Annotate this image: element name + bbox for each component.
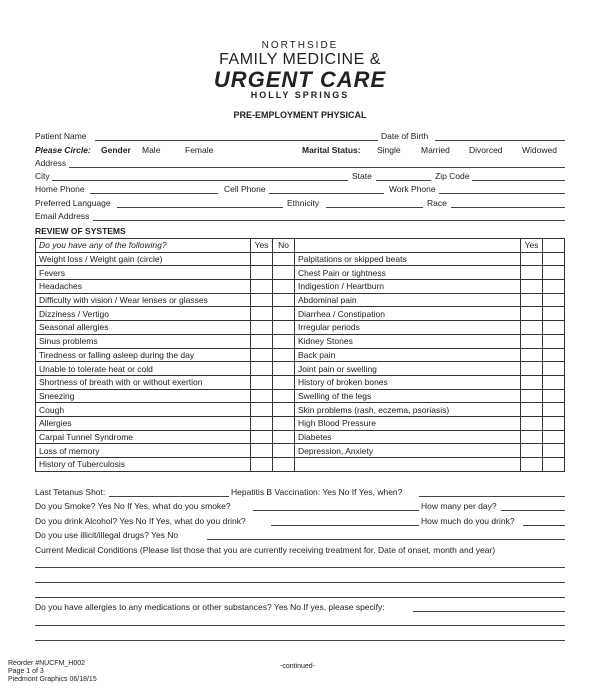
ros-left-label: Tiredness or falling asleep during the day bbox=[36, 348, 251, 362]
ros-right-label: Indigestion / Heartburn bbox=[295, 280, 521, 294]
ros-left-yes-box[interactable] bbox=[251, 375, 273, 389]
ros-right-no-box[interactable] bbox=[543, 334, 565, 348]
ros-right-label: Swelling of the legs bbox=[295, 389, 521, 403]
ros-left-no-box[interactable] bbox=[273, 293, 295, 307]
ros-right-header bbox=[295, 239, 521, 253]
ros-right-label: High Blood Pressure bbox=[295, 416, 521, 430]
work-phone-label: Work Phone bbox=[389, 184, 436, 194]
ros-left-label: Sinus problems bbox=[36, 334, 251, 348]
ros-right-no-box[interactable] bbox=[543, 266, 565, 280]
ros-right-yes-box[interactable] bbox=[521, 293, 543, 307]
ros-right-no-box[interactable] bbox=[543, 375, 565, 389]
language-field[interactable] bbox=[117, 198, 283, 208]
ros-left-yes-box[interactable] bbox=[251, 362, 273, 376]
per-week-field[interactable] bbox=[523, 516, 565, 526]
ros-right-no-box[interactable] bbox=[543, 307, 565, 321]
ros-left-no-box[interactable] bbox=[273, 280, 295, 294]
ros-right-yes-box[interactable] bbox=[521, 252, 543, 266]
table-row bbox=[36, 375, 565, 389]
per-day-label: How many per day? bbox=[421, 501, 497, 511]
logo-urgent-care: URGENT CARE bbox=[213, 67, 387, 92]
patient-name-field[interactable] bbox=[95, 131, 378, 141]
zip-label: Zip Code bbox=[435, 171, 470, 181]
ros-right-no-box[interactable] bbox=[543, 321, 565, 335]
ros-right-yes-box[interactable] bbox=[521, 416, 543, 430]
ros-left-label: Difficulty with vision / Wear lenses or glasses bbox=[36, 293, 251, 307]
ros-left-no-box[interactable] bbox=[273, 362, 295, 376]
email-label: Email Address bbox=[35, 211, 90, 221]
tetanus-label: Last Tetanus Shot: bbox=[35, 487, 106, 497]
table-row bbox=[36, 389, 565, 403]
footer-continued: -continued- bbox=[280, 663, 316, 670]
table-row bbox=[36, 458, 565, 472]
race-field[interactable] bbox=[451, 198, 565, 208]
ros-right-label: Back pain bbox=[295, 348, 521, 362]
ros-yes-header: Yes bbox=[251, 239, 273, 253]
please-circle-label: Please Circle: bbox=[35, 145, 91, 155]
marital-status-label: Marital Status: bbox=[302, 145, 361, 155]
ros-left-no-box[interactable] bbox=[273, 307, 295, 321]
ros-right-yes-box[interactable] bbox=[521, 266, 543, 280]
ros-right-no-box[interactable] bbox=[543, 280, 565, 294]
ros-right-no-box[interactable] bbox=[543, 458, 565, 472]
ros-left-yes-box[interactable] bbox=[251, 334, 273, 348]
ros-left-label: Sneezing bbox=[36, 389, 251, 403]
smoke-label: Do you Smoke? Yes No If Yes, what do you smoke? bbox=[35, 501, 231, 511]
ros-heading: REVIEW OF SYSTEMS bbox=[35, 226, 126, 236]
ros-left-no-box[interactable] bbox=[273, 375, 295, 389]
footer-reorder: Reorder #NUCFM_H002 bbox=[8, 660, 86, 667]
table-row bbox=[36, 293, 565, 307]
home-phone-label: Home Phone bbox=[35, 184, 85, 194]
ros-left-yes-box[interactable] bbox=[251, 430, 273, 444]
ros-right-label: Depression, Anxiety bbox=[295, 444, 521, 458]
ros-header-row bbox=[36, 239, 565, 253]
ros-left-no-box[interactable] bbox=[273, 389, 295, 403]
logo-family-medicine: FAMILY MEDICINE & bbox=[219, 51, 381, 68]
table-row bbox=[36, 416, 565, 430]
ros-right-yes-box[interactable] bbox=[521, 458, 543, 472]
drugs-label: Do you use illicit/illegal drugs? Yes No bbox=[35, 530, 179, 540]
allergies-line-2[interactable] bbox=[35, 640, 565, 641]
state-field[interactable] bbox=[376, 171, 431, 181]
ros-left-no-box[interactable] bbox=[273, 334, 295, 348]
conditions-label: Current Medical Conditions (Please list those that you are currently receiving treatment for. Date of onset, month and year) bbox=[35, 545, 496, 555]
per-week-label: How much do you drink? bbox=[421, 516, 515, 526]
ros-table bbox=[35, 238, 565, 472]
table-row bbox=[36, 252, 565, 266]
ros-right-label: History of broken bones bbox=[295, 375, 521, 389]
ros-left-no-box[interactable] bbox=[273, 321, 295, 335]
ros-left-label: Dizziness / Vertigo bbox=[36, 307, 251, 321]
ethnicity-label: Ethnicity bbox=[287, 198, 320, 208]
ros-right-no-box[interactable] bbox=[543, 416, 565, 430]
marital-single-option[interactable]: Single bbox=[377, 145, 401, 155]
ros-right-label: Irregular periods bbox=[295, 321, 521, 335]
ros-left-yes-box[interactable] bbox=[251, 403, 273, 417]
cell-phone-field[interactable] bbox=[269, 184, 384, 194]
ros-left-label: Seasonal allergies bbox=[36, 321, 251, 335]
conditions-line-1[interactable] bbox=[35, 567, 565, 568]
drugs-field[interactable] bbox=[207, 530, 565, 540]
ros-right-yes-box[interactable] bbox=[521, 280, 543, 294]
ros-left-yes-box[interactable] bbox=[251, 458, 273, 472]
ros-left-yes-box[interactable] bbox=[251, 444, 273, 458]
city-label: City bbox=[35, 171, 50, 181]
address-field[interactable] bbox=[69, 158, 565, 168]
ros-question: Do you have any of the following? bbox=[36, 239, 251, 253]
ros-right-yes-box[interactable] bbox=[521, 403, 543, 417]
ros-right-no-box[interactable] bbox=[543, 362, 565, 376]
logo-holly-springs: HOLLY SPRINGS bbox=[250, 90, 350, 100]
ros-right-no-box[interactable] bbox=[543, 403, 565, 417]
ros-right-yes-box[interactable] bbox=[521, 430, 543, 444]
ethnicity-field[interactable] bbox=[326, 198, 423, 208]
ros-right-no-box[interactable] bbox=[543, 430, 565, 444]
per-day-field[interactable] bbox=[501, 501, 565, 511]
ros-yes-header-right: Yes bbox=[521, 239, 543, 253]
tetanus-field[interactable] bbox=[109, 487, 229, 497]
allergies-field[interactable] bbox=[413, 602, 565, 612]
ros-right-no-box[interactable] bbox=[543, 444, 565, 458]
alcohol-label: Do you drink Alcohol? Yes No If Yes, what do you drink? bbox=[35, 516, 246, 526]
ros-right-label: Chest Pain or tightness bbox=[295, 266, 521, 280]
marital-married-option[interactable]: Married bbox=[421, 145, 450, 155]
ros-right-yes-box[interactable] bbox=[521, 375, 543, 389]
ros-left-yes-box[interactable] bbox=[251, 307, 273, 321]
ros-right-yes-box[interactable] bbox=[521, 321, 543, 335]
table-row bbox=[36, 348, 565, 362]
ros-left-yes-box[interactable] bbox=[251, 321, 273, 335]
footer-printer: Piedmont Graphics 06/18/15 bbox=[8, 676, 97, 683]
ros-right-label: Skin problems (rash, eczema, psoriasis) bbox=[295, 403, 521, 417]
logo-northside: NORTHSIDE bbox=[261, 40, 339, 51]
city-field[interactable] bbox=[52, 171, 348, 181]
conditions-line-2[interactable] bbox=[35, 582, 565, 583]
allergies-line-1[interactable] bbox=[35, 625, 565, 626]
zip-field[interactable] bbox=[472, 171, 565, 181]
cell-phone-label: Cell Phone bbox=[224, 184, 266, 194]
language-label: Preferred Language bbox=[35, 198, 111, 208]
state-label: State bbox=[352, 171, 372, 181]
conditions-line-3[interactable] bbox=[35, 597, 565, 598]
ros-left-no-box[interactable] bbox=[273, 416, 295, 430]
ros-left-yes-box[interactable] bbox=[251, 266, 273, 280]
ros-left-yes-box[interactable] bbox=[251, 348, 273, 362]
ros-right-label: Kidney Stones bbox=[295, 334, 521, 348]
table-row bbox=[36, 334, 565, 348]
ros-left-label: Weight loss / Weight gain (circle) bbox=[36, 252, 251, 266]
ros-right-yes-box[interactable] bbox=[521, 348, 543, 362]
ros-left-label: Unable to tolerate heat or cold bbox=[36, 362, 251, 376]
ros-right-label: Diarrhea / Constipation bbox=[295, 307, 521, 321]
ros-left-yes-box[interactable] bbox=[251, 293, 273, 307]
ros-right-yes-box[interactable] bbox=[521, 362, 543, 376]
ros-right-label: Palpitations or skipped beats bbox=[295, 252, 521, 266]
work-phone-field[interactable] bbox=[439, 184, 565, 194]
ros-no-header-right bbox=[543, 239, 565, 253]
footer-page: Page 1 of 3 bbox=[8, 668, 44, 675]
ros-right-label: Diabetes bbox=[295, 430, 521, 444]
ros-left-no-box[interactable] bbox=[273, 444, 295, 458]
table-row bbox=[36, 266, 565, 280]
ros-left-label: Headaches bbox=[36, 280, 251, 294]
table-row bbox=[36, 307, 565, 321]
ros-left-no-box[interactable] bbox=[273, 266, 295, 280]
ros-right-no-box[interactable] bbox=[543, 389, 565, 403]
ros-left-yes-box[interactable] bbox=[251, 389, 273, 403]
dob-field[interactable] bbox=[435, 131, 565, 141]
ros-no-header: No bbox=[273, 239, 295, 253]
ros-left-label: Allergies bbox=[36, 416, 251, 430]
ros-left-no-box[interactable] bbox=[273, 348, 295, 362]
home-phone-field[interactable] bbox=[90, 184, 218, 194]
ros-right-label: Abdominal pain bbox=[295, 293, 521, 307]
gender-label: Gender bbox=[101, 145, 131, 155]
table-row bbox=[36, 430, 565, 444]
address-label: Address bbox=[35, 158, 67, 168]
alcohol-field[interactable] bbox=[271, 516, 419, 526]
table-row bbox=[36, 280, 565, 294]
table-row bbox=[36, 444, 565, 458]
ros-left-no-box[interactable] bbox=[273, 430, 295, 444]
smoke-field[interactable] bbox=[253, 501, 419, 511]
hepb-label: Hepatitis B Vaccination: Yes No If Yes, when? bbox=[231, 487, 403, 497]
ros-left-label: Shortness of breath with or without exertion bbox=[36, 375, 251, 389]
ros-right-yes-box[interactable] bbox=[521, 334, 543, 348]
ros-right-label: Joint pain or swelling bbox=[295, 362, 521, 376]
ros-left-label: Carpal Tunnel Syndrome bbox=[36, 430, 251, 444]
email-field[interactable] bbox=[93, 211, 565, 221]
table-row bbox=[36, 321, 565, 335]
ros-right-yes-box[interactable] bbox=[521, 444, 543, 458]
ros-right-no-box[interactable] bbox=[543, 348, 565, 362]
gender-male-option[interactable]: Male bbox=[142, 145, 161, 155]
race-label: Race bbox=[427, 198, 447, 208]
ros-right-yes-box[interactable] bbox=[521, 389, 543, 403]
ros-left-yes-box[interactable] bbox=[251, 280, 273, 294]
marital-divorced-option[interactable]: Divorced bbox=[469, 145, 503, 155]
hepb-field[interactable] bbox=[419, 487, 565, 497]
table-row bbox=[36, 362, 565, 376]
ros-left-no-box[interactable] bbox=[273, 252, 295, 266]
form-title: PRE-EMPLOYMENT PHYSICAL bbox=[233, 110, 367, 120]
ros-right-no-box[interactable] bbox=[543, 252, 565, 266]
ros-left-label: History of Tuberculosis bbox=[36, 458, 251, 472]
ros-left-no-box[interactable] bbox=[273, 403, 295, 417]
ros-left-yes-box[interactable] bbox=[251, 416, 273, 430]
ros-left-label: Fevers bbox=[36, 266, 251, 280]
ros-left-label: Loss of memory bbox=[36, 444, 251, 458]
ros-left-yes-box[interactable] bbox=[251, 252, 273, 266]
gender-female-option[interactable]: Female bbox=[185, 145, 214, 155]
ros-right-label bbox=[295, 458, 521, 472]
ros-right-no-box[interactable] bbox=[543, 293, 565, 307]
ros-right-yes-box[interactable] bbox=[521, 307, 543, 321]
allergies-label: Do you have allergies to any medications or other substances? Yes No If yes, please specify: bbox=[35, 602, 385, 612]
patient-name-label: Patient Name bbox=[35, 131, 87, 141]
marital-widowed-option[interactable]: Widowed bbox=[522, 145, 557, 155]
dob-label: Date of Birth bbox=[381, 131, 429, 141]
table-row bbox=[36, 403, 565, 417]
ros-left-no-box[interactable] bbox=[273, 458, 295, 472]
ros-left-label: Cough bbox=[36, 403, 251, 417]
